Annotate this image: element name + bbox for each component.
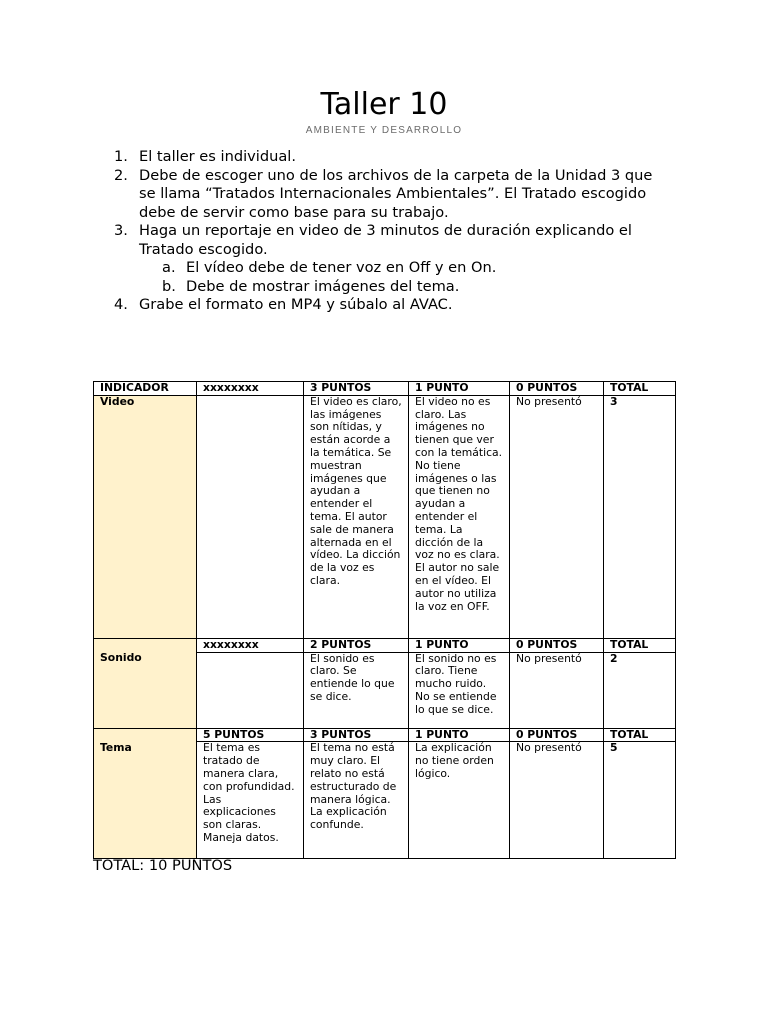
instruction-subtext: El vídeo debe de tener voz en Off y en On. — [186, 259, 497, 276]
header-cell: 0 PUNTOS — [510, 638, 604, 652]
instruction-subtext: Debe de mostrar imágenes del tema. — [186, 277, 460, 295]
criteria-cell: El video es claro, las imágenes son nítidas, y están acorde a la temática. Se muestran imágenes que ayudan a entender el tema. El autor sale de manera alternada en el vídeo. La dicción de la voz es clara. — [304, 395, 409, 638]
instruction-item — [110, 296, 670, 315]
criteria-cell — [197, 395, 304, 638]
indicator-cell — [94, 638, 197, 652]
instruction-text: Debe de escoger uno de los archivos de la carpeta de la Unidad 3 que se llama “Tratados Internacionales Ambientales”. El Tratado escogido debe de servir como base para su trabajo. — [139, 166, 653, 221]
header-cell: xxxxxxxx — [197, 638, 304, 652]
header-cell: 2 PUNTOS — [304, 638, 409, 652]
instruction-text: Grabe el formato en MP4 y súbalo al AVAC. — [139, 296, 453, 313]
criteria-cell — [197, 652, 304, 728]
instruction-item — [110, 148, 670, 167]
header-cell: 0 PUNTOS — [510, 728, 604, 742]
rubric-row-sonido — [94, 652, 676, 728]
total-cell: 2 — [604, 652, 676, 728]
header-cell: TOTAL — [604, 728, 676, 742]
instructions-list — [110, 148, 670, 315]
criteria-cell: La explicación no tiene orden lógico. — [409, 742, 510, 859]
rubric-row-tema — [94, 742, 676, 859]
rubric-header-row — [94, 382, 676, 396]
criteria-cell: El tema no está muy claro. El relato no está estructurado de manera lógica. La explicación confunde. — [304, 742, 409, 859]
document-title: Taller 10 — [320, 87, 448, 122]
criteria-cell: No presentó — [510, 652, 604, 728]
total-cell: 3 — [604, 395, 676, 638]
criteria-cell: El tema es tratado de manera clara, con profundidad. Las explicaciones son claras. Maneja datos. — [197, 742, 304, 859]
rubric-header-row — [94, 638, 676, 652]
instruction-number: 1. — [114, 148, 128, 165]
criteria-cell: El video no es claro. Las imágenes no tienen que ver con la temática. No tiene imágenes o las que tienen no ayudan a entender el tema. La dicción de la voz no es clara. El autor no sale en el vídeo. El autor no utiliza la voz en OFF. — [409, 395, 510, 638]
indicator-cell: Tema — [94, 742, 197, 859]
instruction-number: 4. — [114, 296, 128, 313]
header-cell: 1 PUNTO — [409, 638, 510, 652]
rubric-row-video — [94, 395, 676, 638]
instruction-subitem — [110, 259, 670, 278]
indicator-cell: Sonido — [94, 652, 197, 728]
indicator-cell — [94, 728, 197, 742]
instruction-text: Haga un reportaje en video de 3 minutos de duración explicando el Tratado escogido. — [139, 222, 632, 258]
instruction-item — [110, 222, 670, 259]
instruction-number: 3. — [114, 222, 128, 239]
criteria-cell: No presentó — [510, 395, 604, 638]
indicator-cell: Video — [94, 395, 197, 638]
rubric-header-row — [94, 728, 676, 742]
instruction-subletter: a. — [162, 259, 176, 276]
header-cell: 1 PUNTO — [409, 728, 510, 742]
header-cell: xxxxxxxx — [197, 382, 304, 396]
criteria-cell: El sonido es claro. Se entiende lo que se dice. — [304, 652, 409, 728]
grand-total: TOTAL: 10 PUNTOS — [93, 857, 233, 874]
criteria-cell: El sonido no es claro. Tiene mucho ruido. No se entiende lo que se dice. — [409, 652, 510, 728]
header-cell: 1 PUNTO — [409, 382, 510, 396]
rubric-table — [93, 381, 676, 859]
document-subtitle: AMBIENTE Y DESARROLLO — [305, 125, 463, 136]
header-cell: 3 PUNTOS — [304, 382, 409, 396]
instruction-text: El taller es individual. — [139, 148, 296, 165]
total-cell: 5 — [604, 742, 676, 859]
header-cell: 3 PUNTOS — [304, 728, 409, 742]
header-cell: 5 PUNTOS — [197, 728, 304, 742]
instruction-subitem — [110, 278, 670, 297]
instruction-number: 2. — [114, 166, 128, 184]
criteria-cell: No presentó — [510, 742, 604, 859]
header-cell: 0 PUNTOS — [510, 382, 604, 396]
header-cell: TOTAL — [604, 638, 676, 652]
header-cell: TOTAL — [604, 382, 676, 396]
instruction-subletter: b. — [162, 277, 176, 295]
instruction-item — [110, 167, 670, 223]
header-cell-indicador: INDICADOR — [94, 382, 197, 396]
